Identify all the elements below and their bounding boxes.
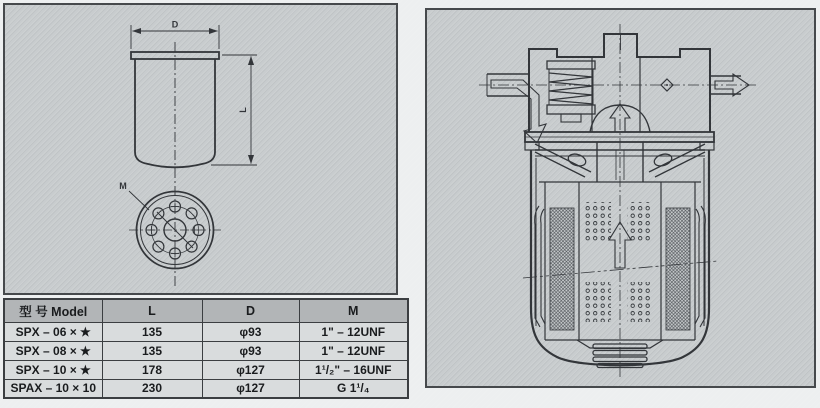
cell-l: 135 [102, 322, 202, 341]
perforations [627, 202, 653, 242]
cell-l: 135 [102, 341, 202, 360]
cell-d: φ127 [202, 379, 299, 398]
dimension-l [211, 55, 257, 165]
canister-bottom-view [129, 192, 221, 269]
col-header-l: L [102, 299, 202, 322]
cell-m: G 1¹/₄ [299, 379, 408, 398]
cross-section-drawing [427, 10, 814, 386]
dimension-d-label: D [171, 19, 179, 30]
spec-table-header-row [4, 299, 408, 322]
brace-hole [653, 152, 674, 168]
brace-hole [567, 152, 588, 168]
dimension-drawing-panel [3, 3, 398, 295]
filter-media [666, 208, 690, 330]
thread-callout [119, 181, 149, 210]
table-row [4, 341, 408, 360]
table-row [4, 360, 408, 379]
perforations [585, 282, 611, 322]
col-header-d: D [202, 299, 299, 322]
bypass-valve-spring [547, 61, 595, 122]
cell-model: SPX – 06 × ★ [4, 322, 102, 341]
cell-m: 1¹/₂" – 16UNF [299, 360, 408, 379]
cell-d: φ127 [202, 360, 299, 379]
cell-l: 178 [102, 360, 202, 379]
perforations [585, 202, 611, 242]
table-row [4, 379, 408, 398]
cell-model: SPX – 10 × ★ [4, 360, 102, 379]
dimension-l-label: L [238, 107, 248, 113]
cell-model: SPX – 08 × ★ [4, 341, 102, 360]
cell-l: 230 [102, 379, 202, 398]
table-row [4, 322, 408, 341]
spec-table [3, 298, 409, 399]
centerlines [479, 24, 759, 378]
cell-m: 1" – 12UNF [299, 322, 408, 341]
cross-section-panel [425, 8, 816, 388]
perforations [627, 282, 653, 322]
inlet-flow-arrow [491, 80, 546, 143]
bolt-hole-marks [148, 203, 199, 258]
cell-d: φ93 [202, 322, 299, 341]
col-header-model: 型 号 Model [4, 299, 102, 322]
thread-m-label: M [119, 181, 127, 191]
cell-d: φ93 [202, 341, 299, 360]
cell-model: SPAX – 10 × 10 [4, 379, 102, 398]
col-header-m: M [299, 299, 408, 322]
filter-media [550, 208, 574, 330]
dimension-drawing [5, 5, 396, 293]
cell-m: 1" – 12UNF [299, 341, 408, 360]
